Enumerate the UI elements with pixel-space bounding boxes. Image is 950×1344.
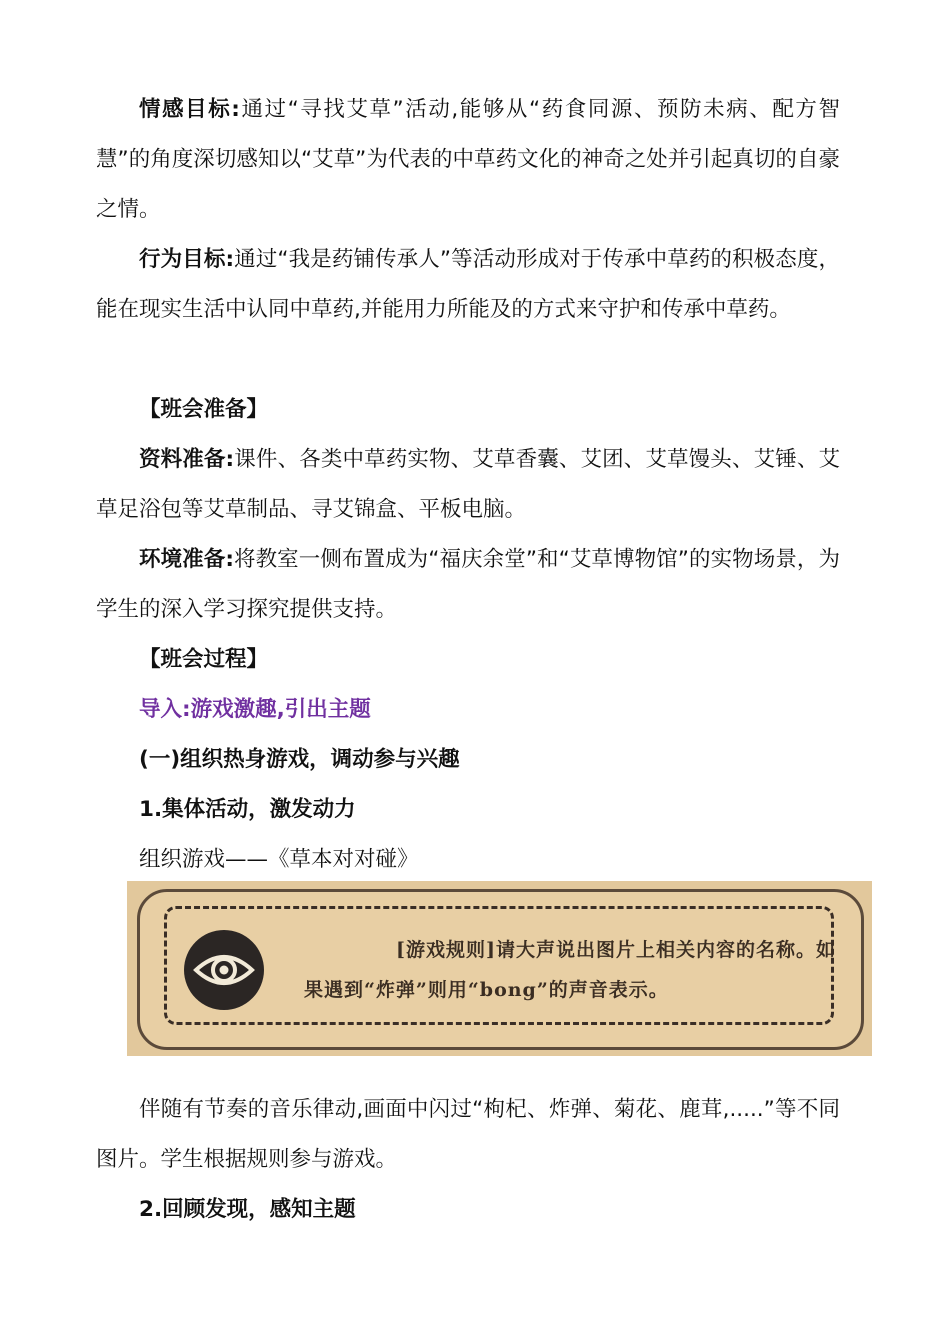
rules-frame — [137, 889, 864, 1050]
game-title: 组织游戏——《草本对对碰》 — [139, 847, 419, 872]
rules-line-1: [游戏规则]请大声说出图片上相关内容的名称。如 — [396, 939, 836, 961]
materials-label: 资料准备: — [139, 447, 235, 472]
materials-text: 课件、各类中草药实物、艾草香囊、艾团、艾草馒头、艾锤、艾草足浴包等艾草制品、寻艾锦盒、平板电脑。 — [96, 447, 840, 522]
section1-heading: (一)组织热身游戏，调动参与兴趣 — [139, 747, 460, 772]
behavior-objective-text: 通过“我是药铺传承人”等活动形成对于传承中草药的积极态度，能在现实生活中认同中草药,并能用力所能及的方式来守护和传承中草药。 — [96, 247, 840, 322]
game-rules-image — [127, 881, 872, 1056]
rules-text — [304, 930, 836, 1010]
environment-preparation — [96, 535, 840, 635]
behavior-objective — [96, 235, 840, 335]
intro-heading: 导入:游戏激趣,引出主题 — [139, 697, 371, 722]
preparation-heading: 【班会准备】 — [139, 397, 269, 422]
rules-line-2: 果遇到“炸弹”则用“bong”的声音表示。 — [304, 979, 669, 1001]
process-heading: 【班会过程】 — [139, 647, 269, 672]
step1-heading: 1.集体活动，激发动力 — [139, 797, 356, 822]
environment-label: 环境准备: — [139, 547, 234, 572]
emotion-objective — [96, 85, 840, 235]
step2-heading: 2.回顾发现，感知主题 — [139, 1197, 356, 1222]
eye-icon — [184, 930, 264, 1010]
emotion-objective-text: 通过“寻找艾草”活动,能够从“药食同源、预防未病、配方智慧”的角度深切感知以“艾草”为代表的中草药文化的神奇之处并引起真切的自豪之情。 — [96, 97, 840, 222]
game-description: 伴随有节奏的音乐律动,画面中闪过“枸杞、炸弹、菊花、鹿茸,.....”等不同图片。学生根据规则参与游戏。 — [96, 1097, 840, 1172]
environment-text: 将教室一侧布置成为“福庆余堂”和“艾草博物馆”的实物场景，为学生的深入学习探究提供支持。 — [96, 547, 840, 622]
behavior-objective-label: 行为目标: — [139, 247, 235, 272]
materials-preparation — [96, 435, 840, 535]
emotion-objective-label: 情感目标: — [139, 97, 240, 122]
